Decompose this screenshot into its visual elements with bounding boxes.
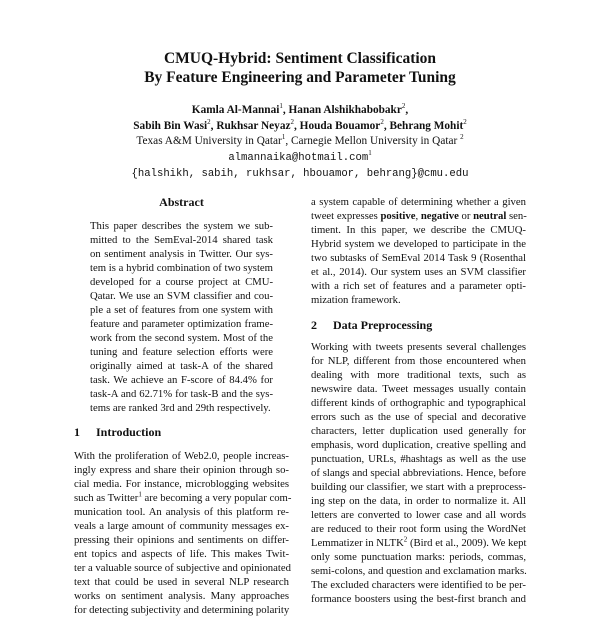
abstract-line: tem is a hybrid combination of two system (90, 262, 273, 274)
body-line: works on sentiment analysis. Many approaches (74, 590, 289, 602)
abstract-line: tuning and feature selection efforts were (90, 346, 273, 358)
body-line: munication tool. An analysis of this platform re- (74, 506, 289, 518)
body-line: punctuation, URLs, #hashtags as well as the use (311, 453, 526, 465)
affiliation-1: Texas A&M University in Qatar (136, 135, 282, 147)
body-text: , (415, 210, 421, 222)
title-line-2: By Feature Engineering and Parameter Tuning (144, 69, 456, 86)
body-text: such as Twitter (74, 492, 139, 504)
section-title: Data Preprocessing (333, 318, 433, 332)
author-block (0, 103, 600, 183)
abstract-line: tems are ranked 3rd and 29th respectively. (90, 402, 271, 414)
body-line: for detecting subjectivity and determining polarity (74, 604, 290, 616)
author-affiliation-mark: 2 (380, 117, 384, 126)
affiliation-mark: 2 (460, 133, 464, 142)
body-line: Working with tweets presents several challenges (311, 341, 526, 353)
author-affiliation-mark: 1 (279, 102, 283, 111)
body-line: ingly express and share their opinion through so- (74, 464, 289, 476)
affiliation (0, 134, 600, 150)
body-line: et al., 2014). Our system uses an SVM classifier (311, 266, 526, 278)
body-line: newswire data. Tweet messages usually contain (311, 383, 526, 395)
body-text: (Bird et al., 2009). We kept (407, 537, 527, 549)
body-line: With the proliferation of Web2.0, people increas- (74, 450, 289, 462)
body-line: only some punctuation marks: periods, commas, (311, 551, 526, 563)
body-line: are reduced to their root form using the WordNet (311, 523, 526, 535)
authors-line-1 (0, 103, 600, 119)
author-name: Rukhsar Neyaz (216, 119, 291, 132)
body-line-footnoted (311, 536, 526, 550)
abstract-line: feature and parameter optimization frame- (90, 318, 273, 330)
email-affiliation-mark: 1 (368, 148, 372, 157)
section-number: 1 (74, 425, 80, 439)
author-separator: , (294, 119, 300, 132)
footnote-mark: 2 (403, 535, 408, 544)
body-line: ent topics and aspects of life. This makes Twit- (74, 548, 289, 560)
abstract-line: developed for a course project at CMU- (90, 276, 273, 288)
email-address: almannaika@hotmail.com (228, 151, 369, 164)
author-affiliation-mark: 2 (207, 117, 211, 126)
author-name: Sabih Bin Wasi (133, 119, 208, 132)
body-line: ter a valuable source of subjective and opinionated (74, 562, 291, 574)
paper-title (0, 49, 600, 87)
email-address: {halshikh, sabih, rukhsar, hbouamor, behrang}@cmu.edu (131, 168, 469, 180)
author-separator: , (383, 119, 390, 132)
abstract-line: mitted to the SemEval-2014 shared task (90, 234, 273, 246)
author-name: Houda Bouamor (299, 119, 381, 132)
body-line: dealing with more traditional texts, such as (311, 369, 526, 381)
author-name: Kamla Al-Mannai (191, 104, 280, 116)
author-name: Behrang Mohit (389, 119, 464, 132)
body-line: timent. In this paper, we describe the CMUQ- (311, 224, 526, 236)
abstract-line: Qatar. We use an SVM classifier and cou- (90, 290, 273, 302)
body-line: of slangs and special abbreviations. Hence, before (311, 467, 526, 479)
body-line: Hybrid system we developed to participate in the (311, 238, 526, 250)
body-text: sen- (506, 210, 527, 222)
body-line: building our classifier, we start with a preprocess- (311, 481, 526, 493)
email-line-2 (0, 166, 600, 183)
body-text: Lemmatizer in NLTK (311, 537, 404, 549)
abstract-line: ple a set of features from one system with (90, 304, 273, 316)
sentiment-label-neutral: neutral (473, 210, 507, 222)
body-line: mization framework. (311, 294, 401, 306)
abstract-heading: Abstract (159, 195, 204, 209)
body-line: ing step on the data, in order to normalize it. All (311, 495, 526, 507)
abstract-line: task. We achieve an F-score of 84.4% for (90, 374, 273, 386)
body-line: cial media. For instance, microblogging websites (74, 478, 289, 490)
section-heading-data-preprocessing (311, 318, 526, 332)
abstract-line: on sentiment analysis in Twitter. Our sys- (90, 248, 273, 260)
body-line: semi-colons, and question and exclamation marks. (311, 565, 527, 577)
author-separator: , (210, 119, 217, 132)
body-text: tweet expresses (311, 210, 381, 222)
author-affiliation-mark: 2 (463, 117, 467, 126)
sentiment-label-negative: negative (420, 210, 459, 222)
section-title: Introduction (96, 425, 162, 439)
sentiment-label-positive: positive (380, 210, 416, 222)
author-separator: , (282, 104, 289, 116)
body-line: different kinds of orthographic and typographical (311, 397, 526, 409)
body-line: text that could be used in several NLP research (74, 576, 289, 588)
abstract-line: originally aimed at task-A of the shared (90, 360, 273, 372)
body-line: with a rich set of features and a parameter opti- (311, 280, 526, 292)
abstract-line: task-A and 62.71% for task-B and the sys- (90, 388, 273, 400)
body-line: emphasis, word duplication, creative spelling and (311, 439, 526, 451)
author-affiliation-mark: 2 (401, 102, 406, 111)
body-text: or (458, 210, 474, 222)
body-line: letters are converted to lower case and all words (311, 509, 526, 521)
body-line: pressing their opinions and sentiments on differ- (74, 534, 289, 546)
author-name: Hanan Alshikhabobakr (288, 104, 402, 116)
body-line: errors such as the use of special and decorative (311, 411, 526, 423)
section-heading-introduction (74, 425, 289, 439)
body-text: are becoming a very popular com- (141, 492, 292, 504)
body-line: The excluded characters were identified to be per- (311, 579, 526, 591)
body-line-emphasis (311, 209, 526, 223)
body-line: formance boosters using the best-first branch and (311, 593, 526, 605)
section-number: 2 (311, 318, 317, 332)
title-line-1: CMUQ-Hybrid: Sentiment Classification (163, 50, 437, 67)
author-affiliation-mark: 2 (290, 117, 294, 126)
email-line-1 (0, 150, 600, 167)
body-line: for NLP, different from those encountered when (311, 355, 526, 367)
abstract-line: work from the second system. Most of the (90, 332, 273, 344)
affiliation-2: , Carnegie Mellon University in Qatar (285, 135, 461, 147)
authors-line-2 (0, 119, 600, 135)
body-line: veals a large amount of community messages ex- (74, 520, 289, 532)
body-line: a system capable of determining whether a given (311, 196, 526, 208)
body-line: two subtasks of SemEval 2014 Task 9 (Rosenthal (311, 252, 526, 264)
abstract-line: This paper describes the system we sub- (90, 220, 273, 232)
footnote-mark: 1 (138, 490, 142, 499)
body-line: characters, letter duplication used generally for (311, 425, 526, 437)
affiliation-mark: 1 (281, 133, 286, 142)
author-separator: , (405, 104, 409, 116)
body-line-footnoted (74, 490, 292, 505)
